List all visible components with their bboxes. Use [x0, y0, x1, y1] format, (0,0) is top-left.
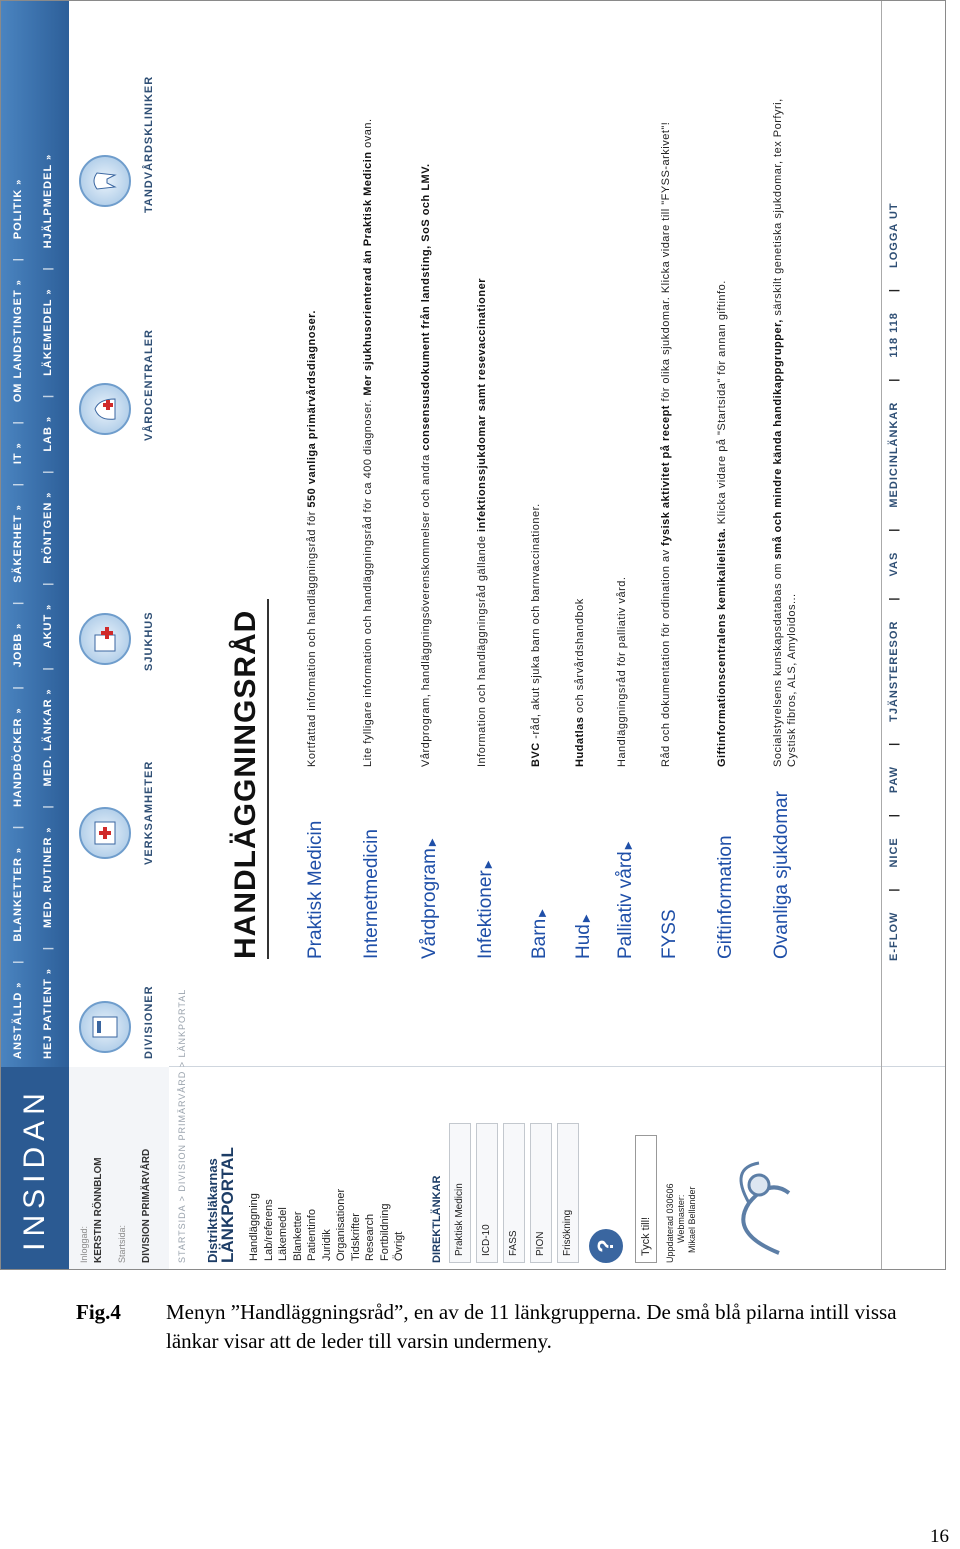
stethoscope-icon	[719, 1153, 799, 1263]
division-link-1[interactable]	[73, 665, 165, 865]
figure-text: Menyn ”Handläggningsråd”, en av de 11 länkgrupperna. De små blå pilarna intill vissa länkar visar att de leder till varsin undermeny.	[166, 1300, 897, 1353]
portal-title	[205, 1147, 235, 1263]
update-info	[665, 1183, 698, 1263]
inloggad-label: Inloggad:	[79, 1225, 89, 1263]
category-label: Hud	[573, 924, 594, 959]
nav-top-item-label: IT	[12, 452, 24, 465]
portal-title-line2: LÄNKPORTAL	[218, 1147, 237, 1263]
nav-top-item-1[interactable]	[12, 847, 24, 942]
desc-emphasis: fysisk aktivitet på recept	[660, 401, 672, 546]
nav-separator: |	[42, 804, 54, 809]
category-link[interactable]	[573, 914, 595, 959]
division-link-4[interactable]	[73, 13, 165, 213]
footer-link[interactable]: LOGGA UT	[888, 202, 900, 269]
desc-text: och sårvårdshandbok	[574, 598, 586, 713]
chevron-down-icon: »	[43, 826, 53, 833]
desc-text: för olika sjukdomar. Klicka vidare till "FYSS-arkivet"!	[660, 121, 672, 402]
webmaster-name[interactable]: Mikael Bellander	[687, 1186, 697, 1253]
nav-bottom-item-6[interactable]	[42, 288, 54, 375]
category-label: FYSS	[659, 909, 680, 959]
nav-separator: |	[42, 581, 54, 586]
division-bar	[69, 1, 169, 1059]
chevron-down-icon: »	[13, 178, 23, 185]
startsida-label: Startsida:	[117, 1224, 127, 1263]
nav-top-item-label: HANDBÖCKER	[12, 717, 24, 807]
category-description	[659, 87, 673, 767]
division-icon	[79, 155, 131, 207]
nav-bottom-item-7[interactable]	[42, 154, 54, 249]
category-link[interactable]	[771, 791, 793, 959]
nav-top-item-0[interactable]	[12, 982, 24, 1059]
nav-separator: |	[12, 685, 24, 690]
submenu-arrow-icon: ▶	[581, 914, 592, 923]
category-description	[771, 87, 799, 767]
desc-text: Vårdprogram, handläggningsöverenskommelser och andra	[420, 450, 432, 767]
startsida-value[interactable]: DIVISION PRIMÄRVÅRD	[141, 1148, 152, 1263]
page-number: 16	[930, 1526, 949, 1547]
nav-bottom-item-label: LÄKEMEDEL	[42, 298, 54, 376]
category-description	[529, 87, 543, 767]
portal-link[interactable]: Tidskrifter	[349, 1213, 362, 1261]
category-description	[715, 87, 729, 767]
chevron-down-icon: »	[13, 622, 23, 629]
chevron-down-icon: »	[13, 981, 23, 988]
desc-text: Kortfattad information och handläggningsråd för	[306, 507, 318, 767]
nav-separator: |	[42, 266, 54, 271]
portal-link[interactable]: Fortbildning	[378, 1203, 391, 1261]
breadcrumb[interactable]: STARTSIDA > DIVISION PRIMÄRVÅRD > LÄNKPORTAL	[177, 988, 187, 1263]
nav-bottom-item-3[interactable]	[42, 604, 54, 649]
footer-link[interactable]: MEDICINLÄNKAR	[888, 401, 900, 508]
division-icon	[79, 383, 131, 435]
category-label: Giftinformation	[715, 835, 736, 959]
footer-link[interactable]: NICE	[888, 837, 900, 868]
nav-bottom-item-4[interactable]	[42, 492, 54, 564]
portal-link[interactable]: Patientinfo	[306, 1209, 318, 1261]
nav-top-item-4[interactable]	[12, 504, 24, 583]
portal-link[interactable]: Blanketter	[291, 1211, 304, 1261]
desc-emphasis: Hudatlas	[574, 712, 586, 767]
nav-top-item-6[interactable]	[12, 279, 24, 402]
nav-row-top	[7, 1, 29, 1059]
nav-top-item-5[interactable]	[12, 442, 24, 464]
nav-top-item-label: BLANKETTER	[12, 857, 24, 942]
category-label: Ovanliga sjukdomar	[771, 791, 792, 959]
category-link[interactable]	[659, 909, 681, 959]
direkt-link-button[interactable]: PION	[530, 1123, 552, 1263]
help-icon[interactable]: ?	[589, 1229, 623, 1263]
chevron-down-icon: »	[43, 688, 53, 695]
nav-bottom-item-1[interactable]	[42, 827, 54, 928]
footer-link[interactable]: TJÄNSTERESOR	[888, 620, 900, 722]
user-info-panel	[69, 1067, 169, 1270]
portal-link[interactable]: Lab/referens	[262, 1199, 275, 1261]
nav-bottom-item-label: MED. RUTINER	[42, 836, 54, 929]
desc-text: Information och handläggningsråd gällande	[476, 531, 488, 767]
direkt-link-button[interactable]: Praktisk Medicin	[449, 1123, 471, 1263]
category-label: Palliativ vård	[615, 851, 636, 959]
chevron-down-icon: »	[13, 707, 23, 714]
footer-link[interactable]: PAW	[888, 765, 900, 794]
submenu-arrow-icon: ▶	[623, 841, 634, 850]
footer-separator: |	[888, 813, 900, 818]
portal-link[interactable]: Handläggning	[248, 1193, 260, 1261]
title-underline	[267, 599, 269, 959]
figure-label: Fig.4	[76, 1300, 121, 1324]
footer-separator: |	[888, 377, 900, 382]
division-label: DIVISIONER	[143, 985, 155, 1059]
nav-bottom-item-label: RÖNTGEN	[42, 501, 54, 564]
footer-separator: |	[888, 527, 900, 532]
category-description	[475, 87, 489, 767]
desc-text: Lite fylligare information och handläggningsråd för ca 400 diagnoser.	[362, 395, 374, 767]
desc-emphasis: Mer sjukhusorienterad än Praktisk Medicin	[362, 147, 374, 396]
chevron-down-icon: »	[13, 442, 23, 449]
nav-top-item-label: ANSTÄLLD	[12, 991, 24, 1059]
nav-bottom-item-label: HEJ PATIENT	[42, 978, 54, 1059]
desc-emphasis: små och mindre kända handikappgrupper,	[772, 315, 784, 560]
top-navigation-bar	[1, 1, 69, 1270]
category-description	[419, 87, 433, 767]
nav-top-item-label: JOBB	[12, 632, 24, 668]
tyck-till-button[interactable]: Tyck till!	[635, 1135, 657, 1263]
chevron-down-icon: »	[43, 153, 53, 160]
main-content	[169, 1, 909, 1059]
desc-emphasis: consensusdokument från landsting, SoS och LMV.	[420, 163, 432, 451]
nav-separator: |	[42, 946, 54, 951]
category-label: Vårdprogram	[419, 848, 440, 959]
nav-separator: |	[12, 257, 24, 262]
submenu-arrow-icon: ▶	[483, 860, 494, 869]
portal-link[interactable]: Övrigt	[393, 1231, 405, 1261]
chevron-down-icon: »	[13, 504, 23, 511]
nav-separator: |	[42, 393, 54, 398]
nav-separator: |	[12, 420, 24, 425]
category-label: Internetmedicin	[361, 829, 382, 959]
division-link-2[interactable]	[73, 471, 165, 671]
nav-top-item-7[interactable]	[12, 179, 24, 239]
division-label: VERKSAMHETER	[143, 760, 155, 865]
division-icon	[79, 1001, 131, 1053]
nav-top-item-label: SÄKERHET	[12, 514, 24, 583]
category-label: Barn	[529, 918, 550, 959]
page-title: HANDLÄGGNINGSRÅD	[229, 609, 262, 959]
division-link-3[interactable]	[73, 241, 165, 441]
portal-link[interactable]: Research	[364, 1213, 376, 1261]
nav-bottom-item-label: LAB	[42, 426, 54, 452]
direkt-link-button[interactable]: Frisökning	[557, 1123, 579, 1263]
nav-separator: |	[12, 959, 24, 964]
division-label: SJUKHUS	[143, 611, 155, 671]
desc-emphasis: 550 vanliga primärvårdsdiagnoser.	[306, 310, 318, 508]
category-label: Praktisk Medicin	[305, 820, 326, 959]
desc-text: ovan.	[362, 118, 374, 148]
direkt-link-button[interactable]: FASS	[503, 1123, 525, 1263]
inloggad-value: KERSTIN RÖNNBLOM	[93, 1157, 104, 1263]
nav-separator: |	[12, 824, 24, 830]
category-label: Infektioner	[475, 870, 496, 959]
division-icon	[79, 613, 131, 665]
direkt-link-button[interactable]: ICD-10	[476, 1123, 498, 1263]
webmaster-label: Webmaster:	[676, 1194, 686, 1243]
nav-separator: |	[12, 482, 24, 487]
nav-bottom-item-label: HJÄLPMEDEL	[42, 163, 54, 249]
desc-emphasis: BVC	[530, 738, 542, 767]
portal-title-line1: Distriktsläkarnas	[205, 1158, 220, 1263]
footer-link[interactable]: 118 118	[888, 312, 900, 358]
nav-bottom-item-2[interactable]	[42, 688, 54, 786]
portal-link-list	[247, 1189, 407, 1261]
nav-top-item-2[interactable]	[12, 708, 24, 807]
chevron-down-icon: »	[13, 847, 23, 854]
desc-text: Råd och dokumentation för ordination av	[660, 545, 672, 767]
updated-date: Uppdaterad 030606	[665, 1183, 675, 1263]
bottom-link-bar	[881, 1, 912, 1270]
submenu-arrow-icon: ▶	[537, 909, 548, 917]
nav-top-item-label: POLITIK	[12, 188, 24, 240]
footer-separator: |	[888, 596, 900, 601]
desc-emphasis: infektionssjukdomar samt resevaccinationer	[476, 278, 488, 532]
chevron-down-icon: »	[43, 603, 53, 610]
footer-separator: |	[888, 741, 900, 746]
nav-row-bottom	[37, 1, 59, 1059]
division-label: VÅRDCENTRALER	[143, 329, 155, 441]
nav-bottom-item-label: AKUT	[42, 613, 54, 649]
nav-top-item-3[interactable]	[12, 623, 24, 668]
portal-link[interactable]: Läkemedel	[277, 1207, 289, 1261]
chevron-down-icon: »	[43, 491, 53, 498]
portal-link[interactable]: Organisationer	[335, 1188, 347, 1261]
category-link[interactable]	[361, 829, 383, 959]
desc-text: -råd, akut sjuka barn och barnvaccinationer.	[530, 503, 542, 739]
chevron-down-icon: »	[43, 968, 53, 975]
division-label: TANDVÅRDSKLINIKER	[143, 75, 155, 213]
category-description	[305, 87, 319, 767]
desc-text: Klicka vidare på "Startsida" för annan giftinfo.	[716, 280, 728, 525]
category-link[interactable]	[715, 835, 737, 959]
rotated-portal-screenshot	[1, 1, 946, 1270]
footer-separator: |	[888, 288, 900, 293]
nav-top-item-label: OM LANDSTINGET	[12, 289, 24, 403]
division-link-0[interactable]	[73, 859, 165, 1059]
bottom-nav	[888, 182, 900, 961]
portal-link[interactable]: Juridik	[320, 1229, 333, 1261]
nav-separator: |	[12, 600, 24, 605]
category-description	[615, 87, 629, 767]
footer-separator: |	[888, 887, 900, 892]
left-sidebar	[169, 988, 946, 1270]
nav-separator: |	[42, 666, 54, 671]
category-description	[361, 87, 375, 767]
category-link[interactable]	[419, 838, 441, 959]
desc-text: särskilt genetiska sjukdomar, tex Porfyri, Cystisk fibros, ALS, Amyloidos...	[772, 98, 798, 767]
chevron-down-icon: »	[13, 279, 23, 286]
nav-bottom-item-label: MED. LÄNKAR	[42, 698, 54, 787]
desc-text: Socialstyrelsens kunskapsdatabas om	[772, 559, 784, 767]
direktlankar-list	[449, 1123, 584, 1263]
division-icon	[79, 807, 131, 859]
desc-text: Handläggningsråd för palliativ vård.	[616, 576, 628, 767]
footer-link[interactable]: VAS	[888, 551, 900, 577]
nav-bottom-item-0[interactable]	[42, 968, 54, 1059]
category-link[interactable]	[475, 861, 497, 959]
chevron-down-icon: »	[43, 416, 53, 423]
chevron-down-icon: »	[43, 288, 53, 295]
footer-link[interactable]: E-FLOW	[888, 911, 900, 961]
nav-bottom-item-5[interactable]	[42, 416, 54, 452]
category-link[interactable]	[305, 821, 327, 959]
category-link[interactable]	[615, 842, 637, 959]
nav-separator: |	[42, 469, 54, 474]
insidan-logo: INSIDAN	[1, 1067, 69, 1270]
desc-emphasis: Giftinformationscentralens kemikalielista.	[716, 524, 728, 767]
submenu-arrow-icon: ▶	[427, 838, 438, 847]
category-link[interactable]	[529, 909, 551, 959]
direktlankar-heading: DIREKTLÄNKAR	[431, 1175, 443, 1263]
category-description	[573, 87, 587, 767]
